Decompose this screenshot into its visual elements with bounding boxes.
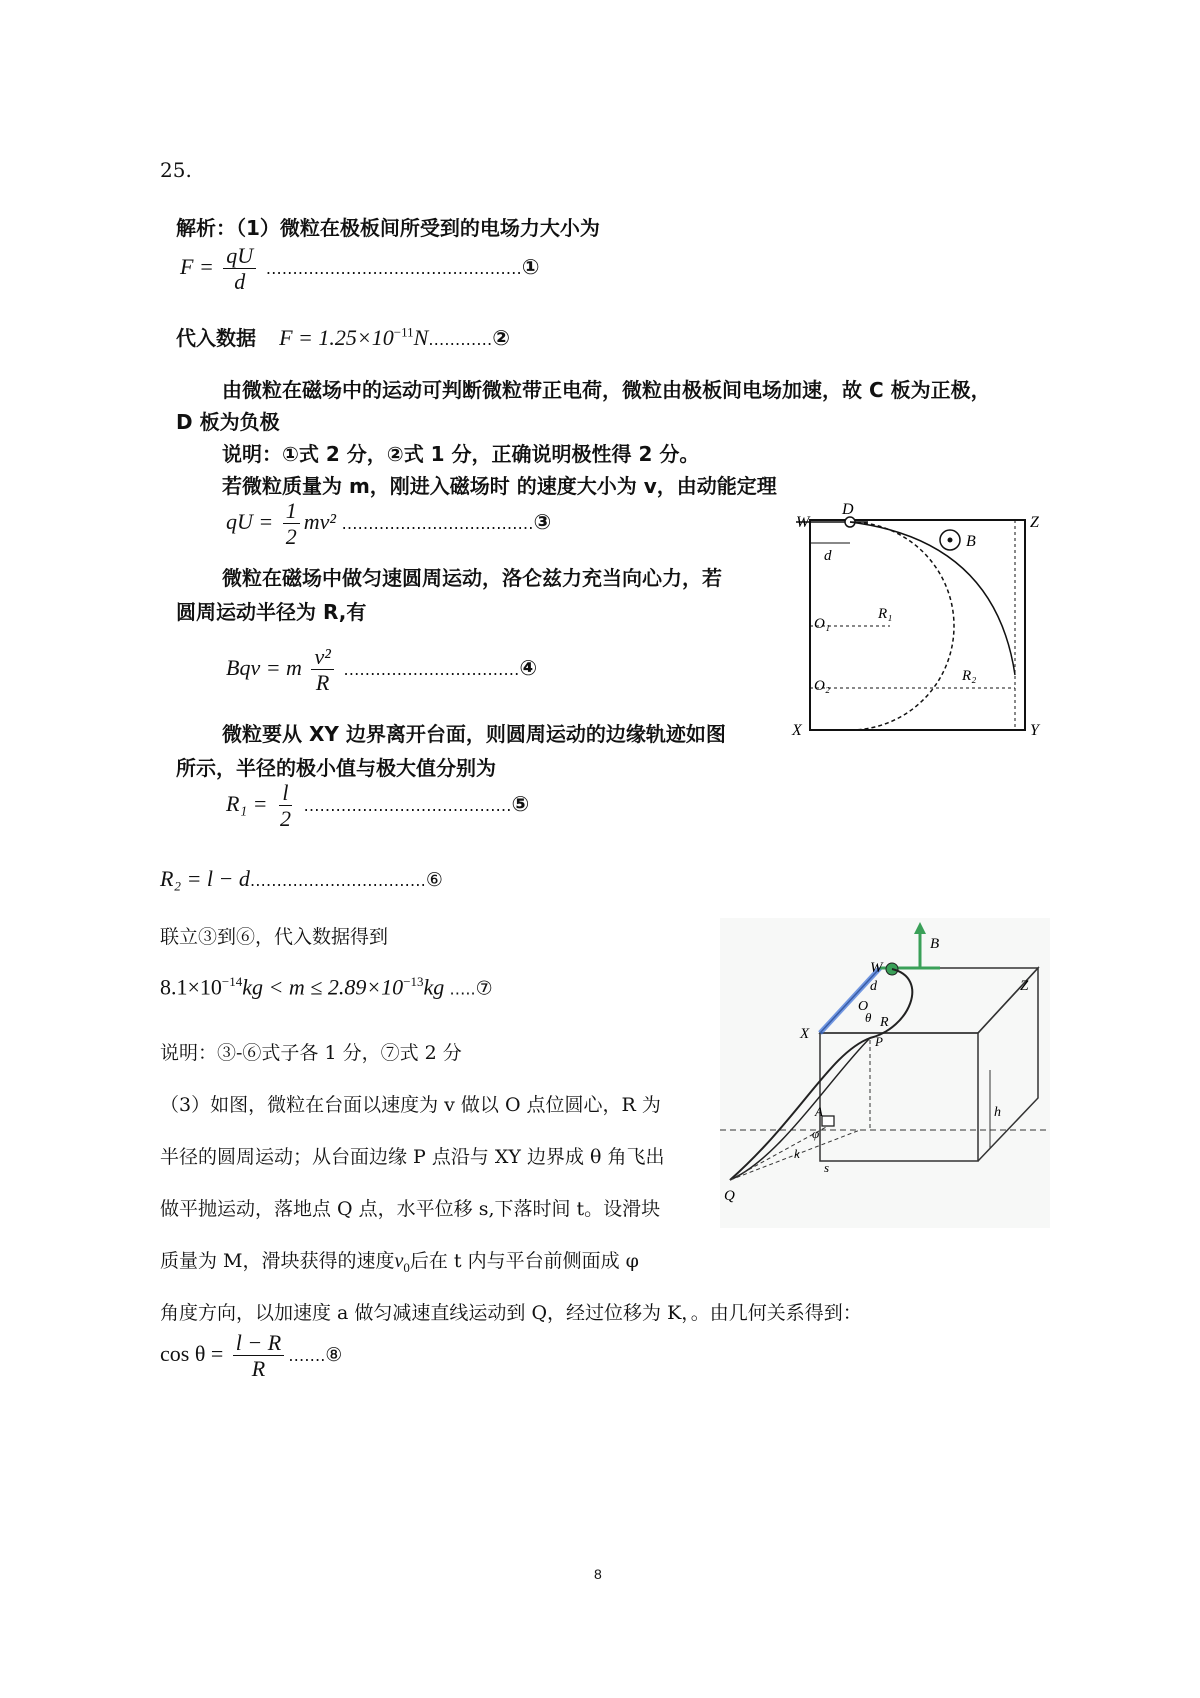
equation-3: qU = $\frac{1}{2}$ mv² ………………………………③	[226, 498, 552, 550]
scoring-note-2: 说明：③-⑥式子各 1 分，⑦式 2 分	[160, 1042, 462, 1064]
eq3-denominator: 2	[285, 524, 297, 550]
eq2-body: F = 1.25×10	[279, 325, 394, 350]
trajectory-R2-arc	[850, 522, 1015, 675]
fig2-label-X: X	[800, 1026, 810, 1042]
equation-4: Bqv = m $\frac{\text{v²}}{R}$ ……………………………④	[226, 644, 538, 696]
eq1-lhs: F =	[180, 253, 214, 279]
label-d: d	[824, 548, 832, 564]
eq8-mark: ⑧	[325, 1343, 343, 1366]
equation-7: $8.1\times 10^{-14}kg < m \le 2.89\times 10^{-13}kg$ …..⑦	[160, 974, 493, 1000]
eq3-numerator: 1	[283, 498, 300, 524]
fig2-label-phi: φ	[812, 1126, 820, 1141]
part3-line-1: （3）如图，微粒在台面以速度为 v 做以 O 点位圆心，R 为	[160, 1094, 661, 1116]
analysis-line-9: 微粒要从 XY 边界离开台面，则圆周运动的边缘轨迹如图	[222, 722, 726, 746]
part3-line-4a: 质量为 M，滑块获得的速度	[160, 1250, 395, 1272]
eq5-denominator: 2	[279, 806, 291, 832]
fig2-label-O: O	[858, 999, 869, 1014]
eq2-label: 代入数据	[176, 326, 256, 350]
eq7-mark: ⑦	[475, 977, 493, 1000]
eq3-mark: ③	[533, 509, 552, 534]
fig2-label-k: k	[794, 1146, 800, 1161]
eq6-mark: ⑥	[425, 869, 443, 891]
analysis-line-4: D 板为负极	[176, 410, 280, 434]
fig2-label-Z: Z	[1020, 978, 1029, 994]
eq3-rhs: mv²	[303, 508, 336, 534]
v0-symbol: v	[394, 1250, 404, 1272]
fig2-label-W: W	[870, 960, 883, 976]
analysis-line-1: 解析：（1）微粒在极板间所受到的电场力大小为	[176, 216, 600, 240]
part3-line-5: 角度方向，以加速度 a 做匀减速直线运动到 Q，经过位移为 K，。由几何关系得到：	[160, 1302, 862, 1324]
label-Z: Z	[1030, 514, 1039, 531]
figure-background	[720, 918, 1050, 1228]
analysis-line-8: 圆周运动半径为 R,有	[176, 600, 367, 624]
eq1-mark: ①	[521, 254, 540, 279]
eq4-numerator: v²	[311, 644, 333, 670]
equation-8: cos θ = $\frac{l - R}{R}$ …….⑧	[160, 1330, 343, 1382]
equation-1: F = $\frac{qU}{d}$ …………………………………………①	[180, 243, 540, 295]
label-D: D	[842, 501, 854, 518]
fig2-label-P: P	[875, 1034, 883, 1049]
table-boundary-rect	[810, 520, 1025, 730]
eq7-exponent-2: −13	[403, 974, 424, 989]
fig2-label-d: d	[870, 979, 877, 994]
label-Y: Y	[1030, 722, 1039, 739]
label-O2: O₂	[814, 678, 831, 694]
eq2-mark: ②	[492, 326, 511, 350]
eq5-mark: ⑤	[511, 791, 530, 816]
eq8-lhs: cos θ =	[160, 1340, 224, 1366]
equation-5: R₁ = $\frac{l}{2}$ …………………………………⑤	[226, 780, 530, 832]
label-R1: R₁	[878, 606, 893, 622]
fig2-label-h: h	[994, 1105, 1001, 1120]
field-dot	[948, 538, 953, 543]
analysis-line-10: 所示，半径的极小值与极大值分别为	[176, 756, 496, 780]
part3-line-4	[160, 1246, 639, 1276]
eq4-lhs: Bqv = m	[226, 654, 302, 680]
label-O1: O₁	[814, 616, 831, 632]
question-number: 25.	[160, 158, 192, 182]
equation-6: R₂ = l − d……………………………⑥	[160, 866, 443, 891]
part3-line-4b: 后在 t 内与平台前侧面成 φ	[409, 1250, 639, 1272]
fig2-label-theta-top: θ	[865, 1010, 872, 1025]
eq1-numerator: qU	[223, 243, 256, 269]
fig2-label-B: B	[930, 936, 940, 952]
fig2-label-s: s	[824, 1160, 830, 1175]
analysis-line-7: 微粒在磁场中做匀速圆周运动，洛仑兹力充当向心力，若	[222, 566, 722, 590]
part3-line-2: 半径的圆周运动；从台面边缘 P 点沿与 XY 边界成 θ 角飞出	[160, 1146, 665, 1168]
table-3d-figure	[720, 918, 1050, 1228]
combine-line: 联立③到⑥，代入数据得到	[160, 926, 389, 948]
analysis-line-6: 若微粒质量为 m，刚进入磁场时 的速度大小为 v，由动能定理	[222, 474, 777, 498]
eq6-body: R₂ = l − d	[160, 866, 250, 891]
magnetic-field-region-figure	[790, 500, 1050, 740]
eq3-lhs: qU =	[226, 508, 274, 534]
eq2-exponent: −11	[393, 324, 414, 340]
eq7-exponent-1: −14	[221, 974, 243, 989]
eq1-denominator: d	[234, 269, 246, 295]
slider-block	[822, 1116, 834, 1126]
eq8-denominator: R	[251, 1356, 266, 1382]
part3-line-3: 做平抛运动，落地点 Q 点，水平位移 s,下落时间 t。设滑块	[160, 1198, 661, 1220]
label-X: X	[792, 722, 802, 739]
equation-2: 代入数据 $F = 1.25\times 10^{-11}N\dots\dots\dots\dots ②$	[176, 324, 511, 350]
eq8-numerator: l − R	[233, 1330, 284, 1356]
fig2-label-Q: Q	[724, 1188, 735, 1204]
scoring-note-1: 说明：①式 2 分，②式 1 分，正确说明极性得 2 分。	[222, 442, 700, 466]
v0-subscript: 0	[403, 1260, 410, 1275]
fig2-label-R: R	[880, 1015, 889, 1030]
eq7-part-b: kg < m ≤ 2.89×10	[242, 974, 404, 1000]
label-W: W	[796, 514, 810, 531]
eq7-part-c: kg	[423, 974, 445, 1000]
eq4-mark: ④	[519, 655, 538, 680]
eq2-unit: N	[413, 325, 429, 350]
eq7-part-a: 8.1×10	[160, 974, 222, 1000]
label-R2: R₂	[962, 668, 977, 684]
label-B: B	[966, 533, 976, 550]
analysis-line-3: 由微粒在磁场中的运动可判断微粒带正电荷，微粒由极板间电场加速，故 C 板为正极，	[222, 378, 991, 402]
fig2-label-A: A	[815, 1104, 823, 1119]
eq4-denominator: R	[315, 670, 330, 696]
eq5-lhs: R₁ =	[226, 790, 268, 816]
eq5-numerator: l	[279, 780, 291, 806]
page-number: 8	[594, 1566, 602, 1582]
